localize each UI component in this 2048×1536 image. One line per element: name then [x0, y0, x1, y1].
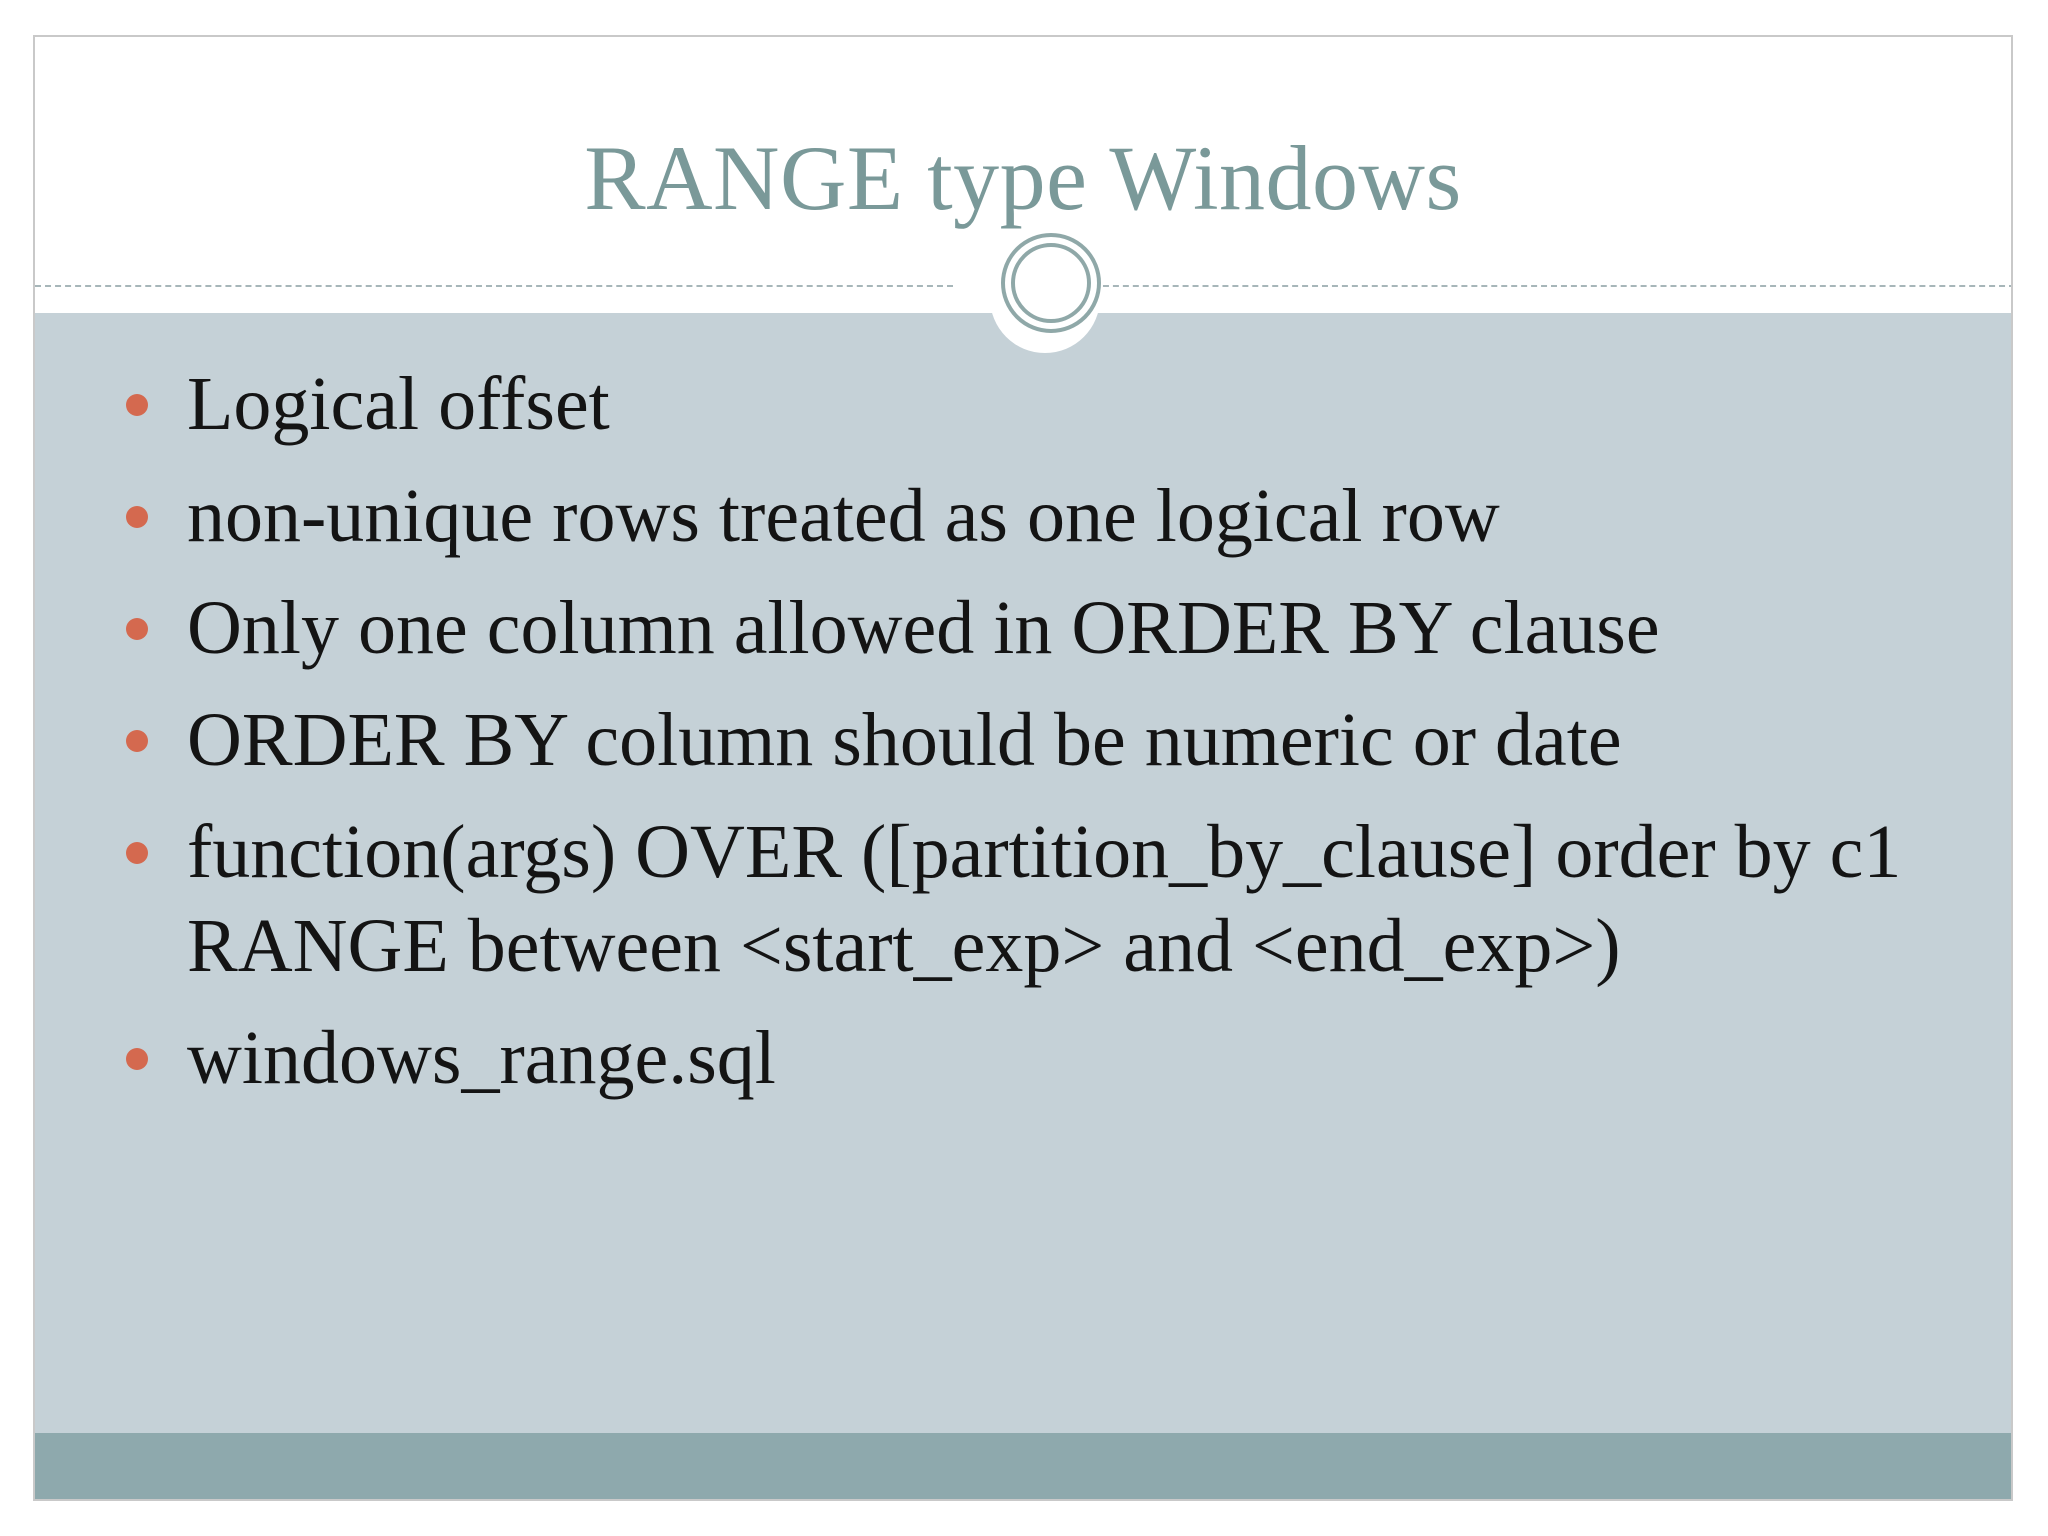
bullet-item	[95, 1011, 1995, 1105]
bullet-text: Logical offset	[187, 362, 610, 446]
bullet-item	[95, 357, 1995, 451]
bullet-dot-icon	[126, 506, 148, 528]
bullet-dot-icon	[126, 1048, 148, 1070]
bullet-item	[95, 469, 1995, 563]
bullet-text: windows_range.sql	[187, 1016, 776, 1100]
bullet-text: ORDER BY column should be numeric or date	[187, 698, 1622, 782]
bullet-item	[95, 693, 1995, 787]
bullet-list	[95, 357, 1995, 1123]
bullet-dot-icon	[126, 394, 148, 416]
divider-left	[35, 285, 953, 287]
bullet-dot-icon	[126, 730, 148, 752]
bullet-item	[95, 805, 1995, 993]
bullet-item	[95, 581, 1995, 675]
bullet-text: Only one column allowed in ORDER BY clause	[187, 586, 1660, 670]
bullet-text: function(args) OVER ([partition_by_clause] order by c1 RANGE between <start_exp> and <end_exp>)	[187, 810, 1902, 988]
slide-title: RANGE type Windows	[584, 127, 1462, 229]
bullet-dot-icon	[126, 842, 148, 864]
slide	[33, 35, 2013, 1501]
double-circle-ornament-icon	[1001, 233, 1101, 333]
footer-bar	[35, 1433, 2011, 1501]
bullet-dot-icon	[126, 618, 148, 640]
bullet-text: non-unique rows treated as one logical row	[187, 474, 1500, 558]
divider-right	[1093, 285, 2013, 287]
